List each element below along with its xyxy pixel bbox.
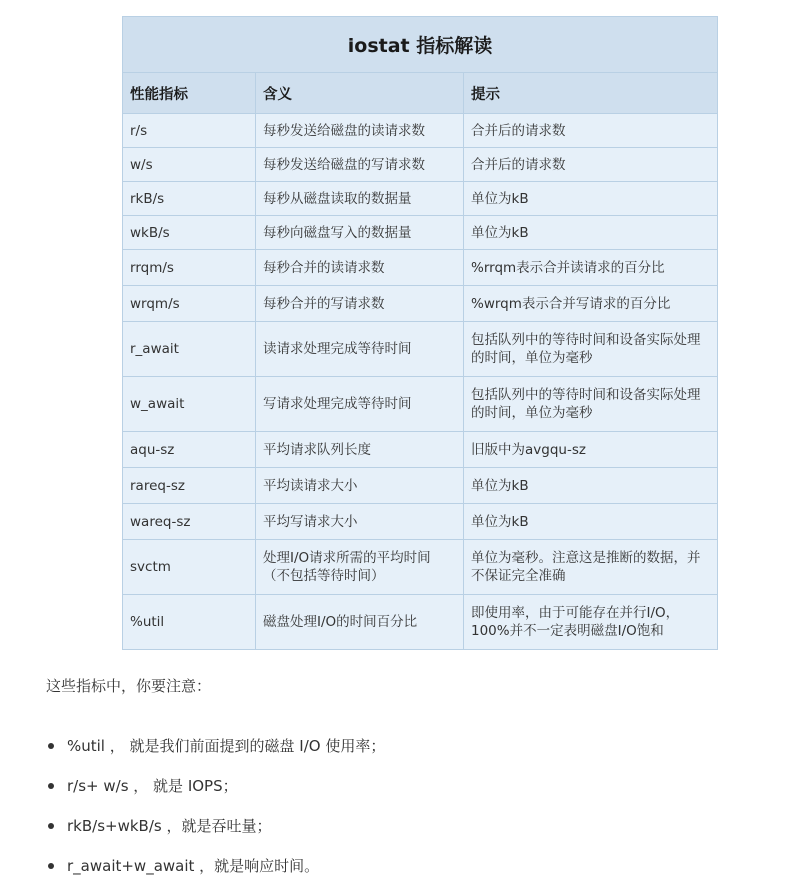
table-row (123, 377, 718, 432)
table-row (123, 148, 718, 182)
metric-cell: rareq-sz (123, 468, 256, 504)
bullet-icon (48, 743, 54, 749)
meaning-cell: 处理I/O请求所需的平均时间（不包括等待时间） (256, 540, 464, 595)
column-header-metric: 性能指标 (123, 73, 256, 114)
meaning-cell: 平均请求队列长度 (256, 432, 464, 468)
list-item (46, 776, 766, 796)
bullet-icon (48, 783, 54, 789)
hint-cell: %wrqm表示合并写请求的百分比 (464, 286, 718, 322)
metric-cell: w_await (123, 377, 256, 432)
metric-cell: wkB/s (123, 216, 256, 250)
table-row (123, 216, 718, 250)
table-row (123, 250, 718, 286)
meaning-cell: 每秒发送给磁盘的写请求数 (256, 148, 464, 182)
hint-cell: 单位为kB (464, 182, 718, 216)
hint-cell: 单位为毫秒。注意这是推断的数据，并不保证完全准确 (464, 540, 718, 595)
table-title-row (123, 17, 718, 73)
table-row (123, 595, 718, 650)
table-row (123, 504, 718, 540)
meaning-cell: 读请求处理完成等待时间 (256, 322, 464, 377)
column-header-hint: 提示 (464, 73, 718, 114)
hint-cell: 旧版中为avgqu-sz (464, 432, 718, 468)
table-header-row (123, 73, 718, 114)
table-row (123, 432, 718, 468)
meaning-cell: 每秒从磁盘读取的数据量 (256, 182, 464, 216)
meaning-cell: 每秒发送给磁盘的读请求数 (256, 114, 464, 148)
meaning-cell: 写请求处理完成等待时间 (256, 377, 464, 432)
iostat-metrics-table-container (122, 16, 717, 650)
list-item (46, 736, 766, 756)
metric-cell: rkB/s (123, 182, 256, 216)
table-row (123, 322, 718, 377)
iostat-metrics-table (122, 16, 718, 650)
hint-cell: %rrqm表示合并读请求的百分比 (464, 250, 718, 286)
metric-cell: w/s (123, 148, 256, 182)
bullet-icon (48, 863, 54, 869)
meaning-cell: 每秒向磁盘写入的数据量 (256, 216, 464, 250)
hint-cell: 合并后的请求数 (464, 114, 718, 148)
notes-section (46, 676, 766, 896)
hint-cell: 单位为kB (464, 504, 718, 540)
list-item-text: r_await+w_await ，就是响应时间。 (67, 857, 320, 875)
list-item-text: rkB/s+wkB/s ，就是吞吐量； (67, 817, 272, 835)
metric-cell: svctm (123, 540, 256, 595)
metric-cell: wrqm/s (123, 286, 256, 322)
metric-cell: aqu-sz (123, 432, 256, 468)
hint-cell: 即使用率，由于可能存在并行I/O，100%并不一定表明磁盘I/O饱和 (464, 595, 718, 650)
meaning-cell: 平均写请求大小 (256, 504, 464, 540)
metric-cell: %util (123, 595, 256, 650)
list-item (46, 856, 766, 876)
table-row (123, 114, 718, 148)
notes-list (46, 736, 766, 876)
metric-cell: wareq-sz (123, 504, 256, 540)
hint-cell: 合并后的请求数 (464, 148, 718, 182)
meaning-cell: 每秒合并的读请求数 (256, 250, 464, 286)
column-header-meaning: 含义 (256, 73, 464, 114)
meaning-cell: 平均读请求大小 (256, 468, 464, 504)
meaning-cell: 磁盘处理I/O的时间百分比 (256, 595, 464, 650)
meaning-cell: 每秒合并的写请求数 (256, 286, 464, 322)
metric-cell: r/s (123, 114, 256, 148)
table-row (123, 182, 718, 216)
hint-cell: 包括队列中的等待时间和设备实际处理的时间，单位为毫秒 (464, 377, 718, 432)
notes-intro: 这些指标中，你要注意： (46, 677, 212, 695)
hint-cell: 单位为kB (464, 216, 718, 250)
list-item-text: r/s+ w/s ， 就是 IOPS； (67, 777, 238, 795)
table-row (123, 540, 718, 595)
list-item (46, 816, 766, 836)
list-item-text: %util ， 就是我们前面提到的磁盘 I/O 使用率； (67, 737, 386, 755)
table-row (123, 468, 718, 504)
table-row (123, 286, 718, 322)
metric-cell: r_await (123, 322, 256, 377)
bullet-icon (48, 823, 54, 829)
metric-cell: rrqm/s (123, 250, 256, 286)
hint-cell: 包括队列中的等待时间和设备实际处理的时间，单位为毫秒 (464, 322, 718, 377)
table-title: iostat 指标解读 (123, 17, 718, 73)
hint-cell: 单位为kB (464, 468, 718, 504)
